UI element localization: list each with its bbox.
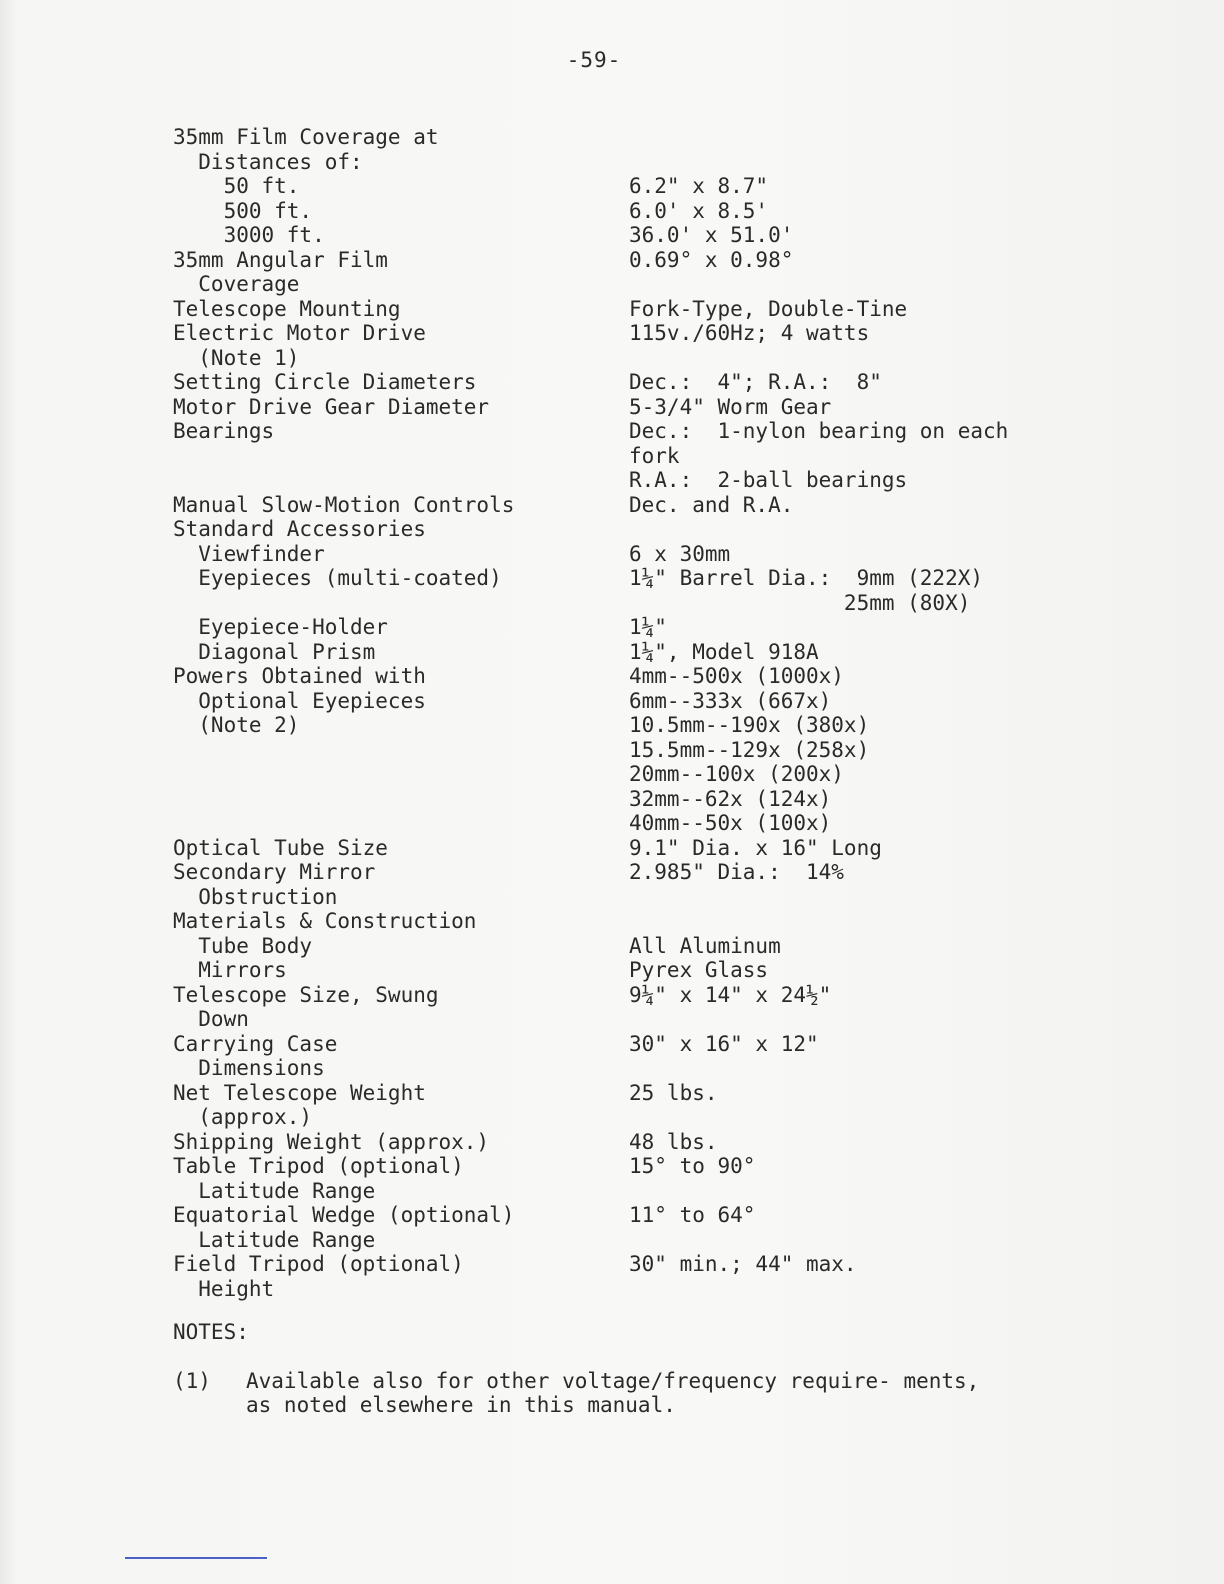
spec-row — [173, 909, 1008, 934]
spec-row — [173, 1277, 1008, 1302]
specifications-table — [173, 125, 1008, 1301]
spec-value: 115v./60Hz; 4 watts — [629, 321, 870, 345]
spec-label — [173, 591, 629, 616]
spec-row — [173, 248, 1008, 273]
spec-label — [173, 444, 629, 469]
spec-row — [173, 1130, 1008, 1155]
spec-value: 6.0' x 8.5' — [629, 198, 769, 223]
spec-row — [173, 321, 1008, 346]
spec-value: 2.985" Dia.: 14% — [629, 860, 844, 884]
spec-value: 11° to 64° — [629, 1203, 756, 1227]
spec-value: 30" x 16" x 12" — [629, 1031, 819, 1056]
spec-label: 35mm Angular Film — [173, 247, 388, 272]
spec-label: Setting Circle Diameters — [173, 370, 477, 394]
spec-value: 25 lbs. — [629, 1080, 718, 1105]
spec-value: Fork-Type, Double-Tine — [629, 296, 908, 321]
spec-value: 40mm--50x (100x) — [629, 811, 832, 835]
spec-row — [173, 1228, 1008, 1253]
spec-label: 50 ft. — [173, 174, 300, 198]
spec-row — [173, 125, 1008, 150]
spec-row — [173, 958, 1008, 983]
spec-row — [173, 787, 1008, 812]
spec-row — [173, 444, 1008, 469]
spec-row — [173, 934, 1008, 959]
spec-label: (Note 2) — [173, 713, 300, 737]
spec-label: Equatorial Wedge (optional) — [173, 1203, 515, 1227]
spec-row — [173, 199, 1008, 224]
spec-row — [173, 1056, 1008, 1081]
spec-label: Optical Tube Size — [173, 835, 388, 860]
spec-label: Secondary Mirror — [173, 860, 376, 884]
spec-value: 6 x 30mm — [629, 541, 731, 566]
spec-value: 15.5mm--129x (258x) — [629, 737, 870, 762]
spec-value: 6mm--333x (667x) — [629, 688, 832, 713]
page-number: -59- — [566, 48, 622, 72]
spec-row — [173, 517, 1008, 542]
spec-row — [173, 713, 1008, 738]
spec-value: 25mm (80X) — [629, 590, 971, 615]
spec-label: Bearings — [173, 419, 275, 443]
spec-label: Down — [173, 1007, 249, 1031]
spec-label: Manual Slow-Motion Controls — [173, 492, 515, 517]
notes-heading: NOTES: — [173, 1320, 249, 1344]
spec-row — [173, 493, 1008, 518]
spec-row — [173, 591, 1008, 616]
spec-row — [173, 762, 1008, 787]
spec-value: 48 lbs. — [629, 1129, 718, 1154]
spec-row — [173, 664, 1008, 689]
spec-value: 20mm--100x (200x) — [629, 762, 844, 786]
spec-value: R.A.: 2-ball bearings — [629, 468, 908, 492]
spec-label: Telescope Size, Swung — [173, 982, 439, 1007]
spec-label: Eyepiece-Holder — [173, 615, 388, 639]
spec-row — [173, 1179, 1008, 1204]
spec-row — [173, 860, 1008, 885]
spec-row — [173, 566, 1008, 591]
footnote-rule — [125, 1557, 267, 1559]
spec-row — [173, 1081, 1008, 1106]
spec-row — [173, 1105, 1008, 1130]
spec-row — [173, 542, 1008, 567]
spec-row — [173, 615, 1008, 640]
spec-value: 5-3/4" Worm Gear — [629, 394, 832, 419]
spec-row — [173, 272, 1008, 297]
spec-label: Distances of: — [173, 149, 363, 174]
spec-row — [173, 1032, 1008, 1057]
spec-value: 9.1" Dia. x 16" Long — [629, 835, 882, 860]
spec-label: (approx.) — [173, 1105, 313, 1129]
spec-label: Telescope Mounting — [173, 296, 401, 321]
spec-label: Optional Eyepieces — [173, 688, 426, 713]
spec-label: Mirrors — [173, 958, 287, 982]
spec-value: 36.0' x 51.0' — [629, 223, 794, 247]
spec-row — [173, 983, 1008, 1008]
spec-value: 30" min.; 44" max. — [629, 1252, 857, 1276]
spec-row — [173, 346, 1008, 371]
spec-row — [173, 836, 1008, 861]
spec-value: 6.2" x 8.7" — [629, 174, 769, 198]
spec-label: Latitude Range — [173, 1227, 376, 1252]
note-item — [173, 1369, 1016, 1418]
spec-label: Obstruction — [173, 884, 338, 909]
spec-row — [173, 150, 1008, 175]
spec-label: Materials & Construction — [173, 909, 477, 933]
spec-value: 1¼" Barrel Dia.: 9mm (222X) — [629, 566, 984, 590]
spec-row — [173, 297, 1008, 322]
spec-value: 0.69° x 0.98° — [629, 247, 794, 272]
spec-value: 32mm--62x (124x) — [629, 786, 832, 811]
spec-label: 500 ft. — [173, 198, 313, 223]
spec-row — [173, 738, 1008, 763]
note-text: Available also for other voltage/frequency require- ments, as noted elsewhere in this manual. — [246, 1368, 980, 1417]
spec-row — [173, 370, 1008, 395]
spec-label: Shipping Weight (approx.) — [173, 1129, 490, 1154]
spec-row — [173, 1154, 1008, 1179]
spec-label: Dimensions — [173, 1056, 325, 1080]
spec-label: Tube Body — [173, 933, 313, 958]
spec-label — [173, 738, 629, 763]
spec-value: 15° to 90° — [629, 1154, 756, 1178]
spec-label: Height — [173, 1276, 275, 1301]
spec-label: Electric Motor Drive — [173, 321, 426, 345]
spec-label: Carrying Case — [173, 1031, 338, 1056]
note-number: (1) — [173, 1368, 211, 1393]
spec-label: Eyepieces (multi-coated) — [173, 566, 502, 590]
spec-value: 4mm--500x (1000x) — [629, 664, 844, 688]
spec-value: 1¼" — [629, 615, 667, 639]
spec-label: Diagonal Prism — [173, 639, 376, 664]
spec-label: (Note 1) — [173, 345, 300, 370]
spec-value: 1¼", Model 918A — [629, 639, 819, 664]
spec-value: Dec. and R.A. — [629, 492, 794, 517]
spec-label: Latitude Range — [173, 1178, 376, 1203]
spec-label: Table Tripod (optional) — [173, 1154, 464, 1178]
spec-label: Viewfinder — [173, 541, 325, 566]
spec-label: Coverage — [173, 272, 300, 296]
spec-row — [173, 811, 1008, 836]
spec-row — [173, 223, 1008, 248]
spec-label: Motor Drive Gear Diameter — [173, 394, 490, 419]
spec-row — [173, 1007, 1008, 1032]
spec-value: 9¼" x 14" x 24½" — [629, 982, 832, 1007]
notes-section — [173, 1320, 1016, 1418]
spec-label: 3000 ft. — [173, 223, 325, 247]
spec-row — [173, 419, 1008, 444]
spec-value: Pyrex Glass — [629, 958, 769, 982]
spec-label — [173, 787, 629, 812]
spec-label: Standard Accessories — [173, 517, 426, 541]
spec-row — [173, 1203, 1008, 1228]
spec-label: 35mm Film Coverage at — [173, 125, 439, 149]
spec-label: Powers Obtained with — [173, 664, 426, 688]
spec-label — [173, 762, 629, 787]
spec-value: Dec.: 1-nylon bearing on each — [629, 419, 1009, 443]
spec-row — [173, 640, 1008, 665]
spec-row — [173, 689, 1008, 714]
spec-value: Dec.: 4"; R.A.: 8" — [629, 370, 882, 394]
spec-value: fork — [629, 443, 680, 468]
spec-label — [173, 468, 629, 493]
spec-row — [173, 885, 1008, 910]
spec-row — [173, 1252, 1008, 1277]
spec-row — [173, 395, 1008, 420]
spec-row — [173, 468, 1008, 493]
spec-value: All Aluminum — [629, 933, 781, 958]
spec-row — [173, 174, 1008, 199]
spec-value: 10.5mm--190x (380x) — [629, 713, 870, 737]
spec-label: Field Tripod (optional) — [173, 1252, 464, 1276]
spec-label — [173, 811, 629, 836]
spec-label: Net Telescope Weight — [173, 1080, 426, 1105]
